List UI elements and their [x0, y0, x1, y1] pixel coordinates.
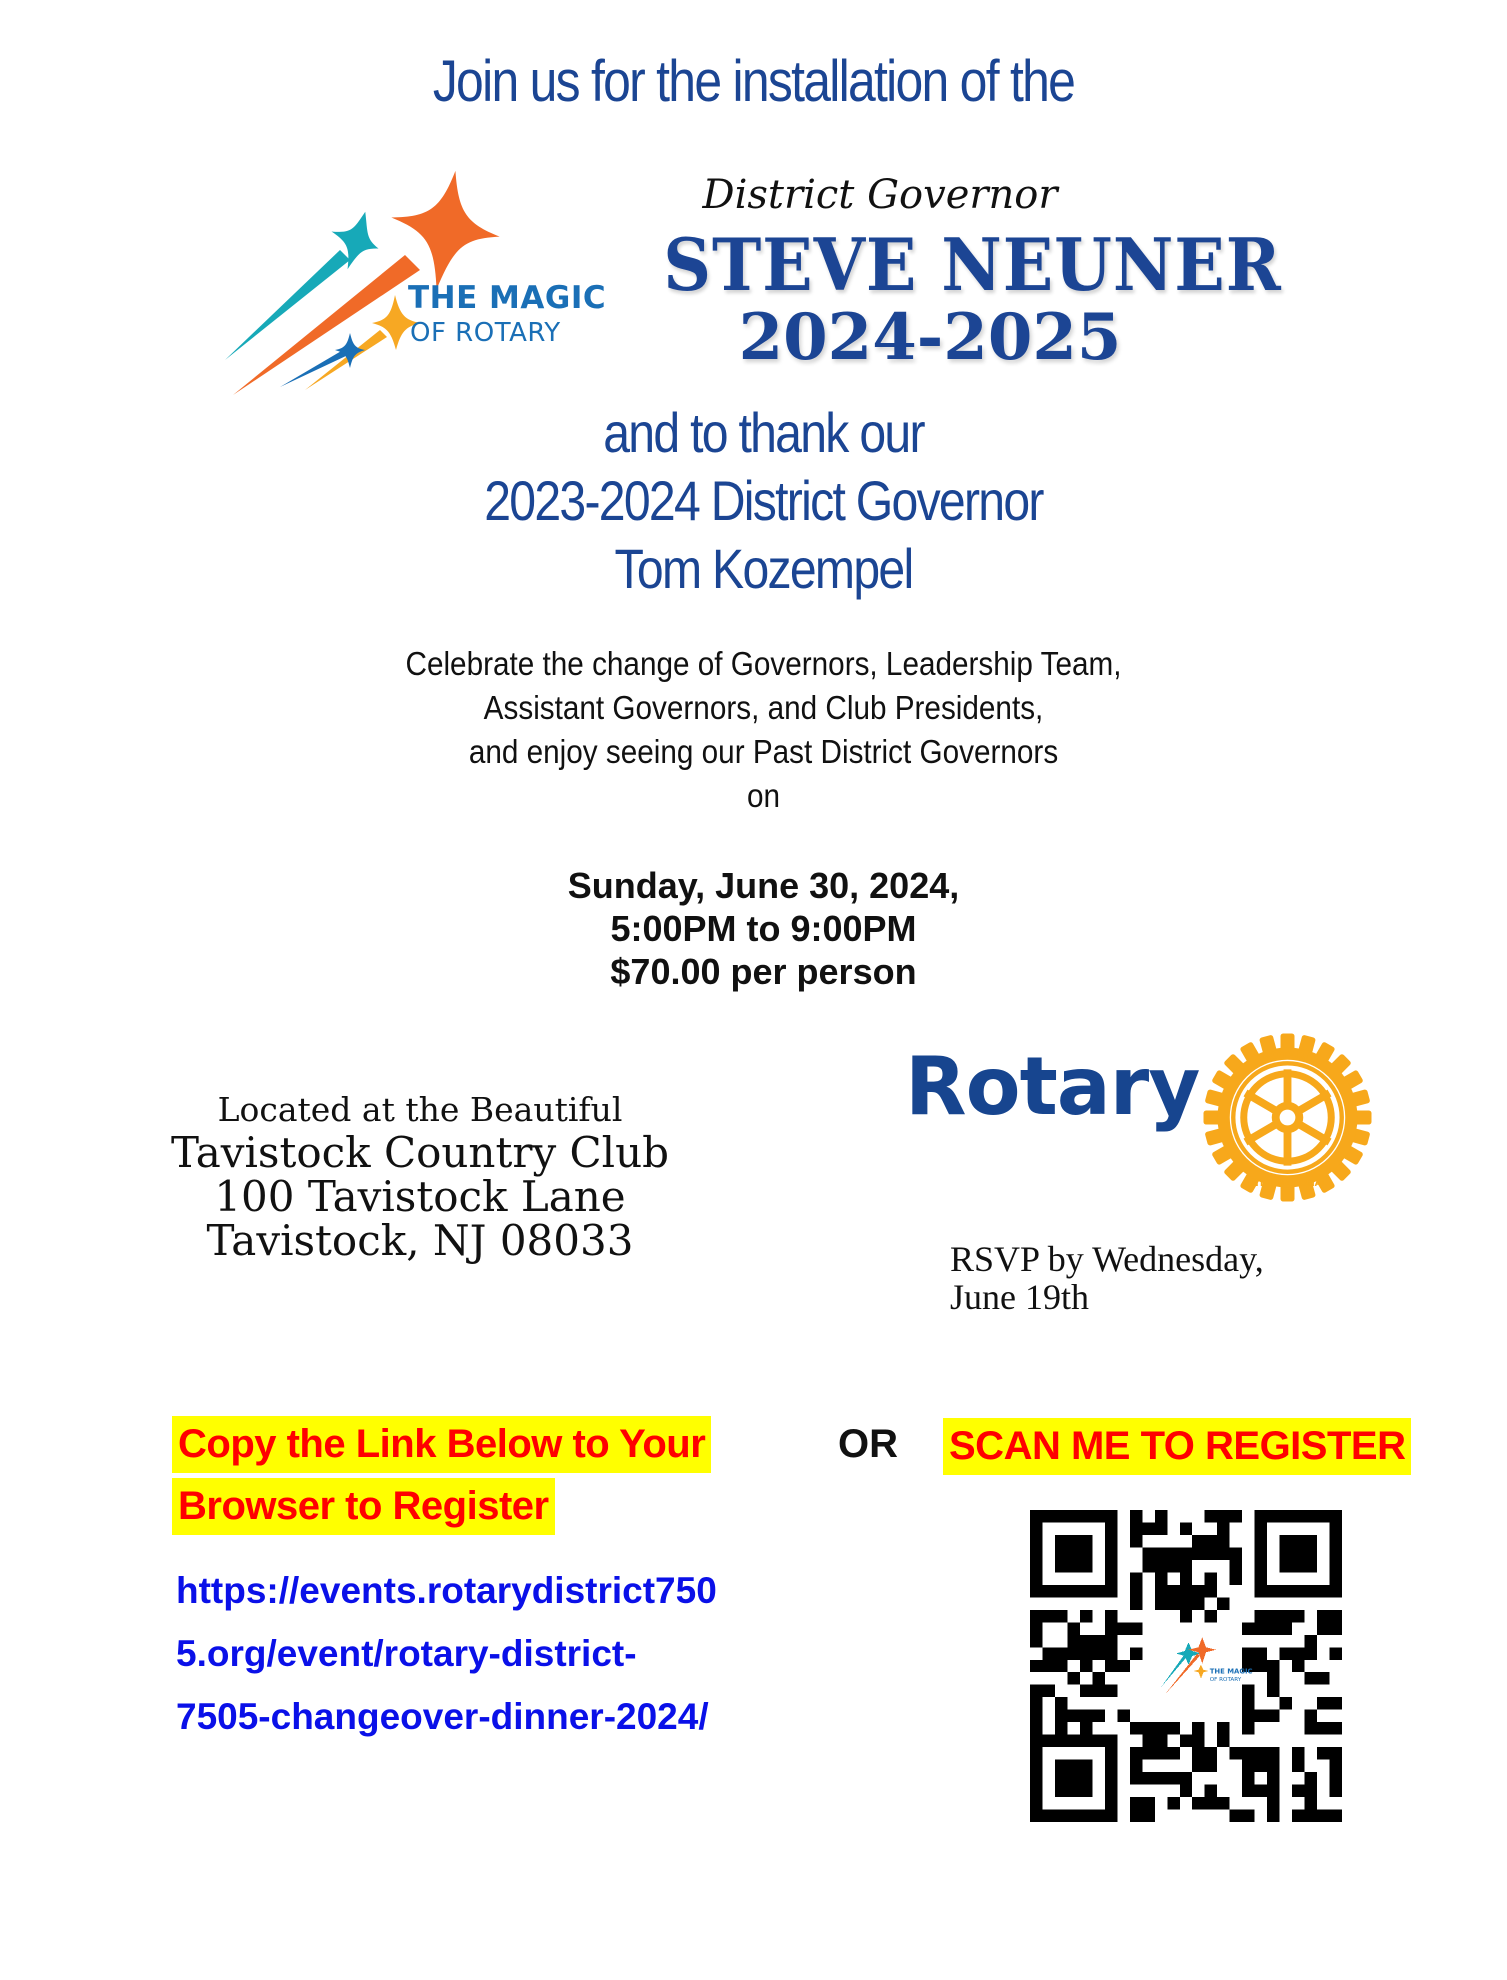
celebrate-line-3: and enjoy seeing our Past District Governors — [468, 733, 1059, 770]
celebrate-line-1: Celebrate the change of Governors, Leadership Team, — [405, 645, 1122, 682]
celebrate-line-2: Assistant Governors, and Club Presidents, — [483, 689, 1044, 726]
venue-name: Tavistock Country Club — [170, 1128, 670, 1177]
rsvp-line-1: RSVP by Wednesday, — [950, 1239, 1264, 1279]
event-price: $70.00 per person — [610, 951, 917, 992]
event-time: 5:00PM to 9:00PM — [610, 908, 917, 949]
magic-logo-title: THE MAGIC — [408, 280, 607, 316]
thanks-line-1: and to thank our — [603, 401, 924, 464]
registration-link-line-2[interactable]: 5.org/event/rotary-district- — [176, 1633, 637, 1674]
past-governor-name: Tom Kozempel — [614, 537, 913, 600]
qr-logo-subtitle — [1210, 1677, 1242, 1683]
qr-logo-title — [1210, 1667, 1253, 1675]
scan-instruction: SCAN ME TO REGISTER — [943, 1418, 1411, 1475]
venue-street: 100 Tavistock Lane — [214, 1172, 626, 1221]
location-intro: Located at the Beautiful — [217, 1090, 623, 1129]
registration-link-line-3[interactable]: 7505-changeover-dinner-2024/ — [176, 1696, 709, 1737]
wheel-bottom-text: INTERNATIONAL — [1247, 1178, 1328, 1189]
copy-link-instruction-1: Copy the Link Below to Your — [172, 1416, 711, 1473]
intro-heading: Join us for the installation of the — [432, 49, 1075, 114]
registration-link-line-1[interactable]: https://events.rotarydistrict750 — [176, 1570, 717, 1611]
rotary-wordmark: Rotary — [905, 1040, 1200, 1133]
rotary-wheel-icon — [1200, 1030, 1375, 1205]
copy-link-instruction-2: Browser to Register — [172, 1478, 555, 1535]
venue-city: Tavistock, NJ 08033 — [206, 1216, 634, 1265]
qr-code-icon[interactable] — [1030, 1510, 1342, 1822]
rsvp-line-2: June 19th — [950, 1277, 1089, 1317]
governor-name: STEVE NEUNER — [663, 222, 1282, 307]
governor-term: 2024-2025 — [738, 300, 1122, 375]
event-date: Sunday, June 30, 2024, — [567, 865, 960, 906]
wheel-top-text: ROTARY — [1262, 1047, 1313, 1062]
magic-logo-subtitle: OF ROTARY — [410, 318, 561, 348]
or-separator: OR — [838, 1422, 898, 1466]
thanks-line-2: 2023-2024 District Governor — [484, 469, 1043, 532]
governor-label: District Governor — [702, 172, 1058, 218]
celebrate-line-4: on — [746, 777, 781, 814]
